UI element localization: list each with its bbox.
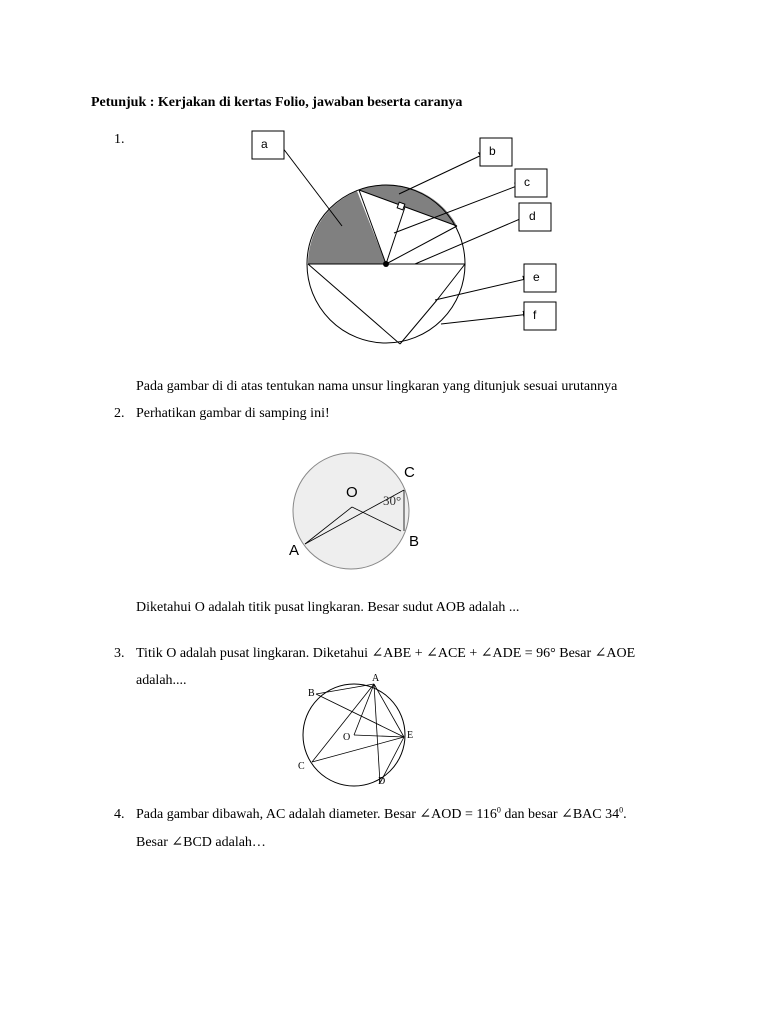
point-D-label: D [378, 776, 386, 787]
point-E-label: E [407, 730, 414, 741]
question-2-number: 2. [114, 406, 125, 421]
degree-sup-1: 0 [496, 805, 501, 815]
label-b: b [489, 144, 496, 158]
instruction-title: Petunjuk : Kerjakan di kertas Folio, jawaban beserta caranya [91, 95, 463, 110]
question-4-text-a: Pada gambar dibawah, AC adalah diameter. Besar ∠AOD = 116 [136, 807, 497, 822]
label-d: d [529, 209, 536, 223]
angle-30-label: 30° [383, 493, 402, 508]
point-B-label: B [409, 533, 420, 550]
point-A-label: A [372, 673, 380, 684]
question-3-number: 3. [114, 646, 125, 661]
question-4-text-c: . [623, 807, 627, 822]
question-3-text: Titik O adalah pusat lingkaran. Diketahui ∠ABE + ∠ACE + ∠ADE = 96° Besar ∠AOE [136, 646, 636, 661]
label-c: c [524, 175, 530, 189]
question-4-number: 4. [114, 807, 125, 822]
question-1-text: Pada gambar di di atas tentukan nama unsur lingkaran yang ditunjuk sesuai urutannya [136, 379, 618, 394]
point-B-label: B [308, 688, 315, 699]
label-e: e [533, 270, 540, 284]
point-O-label: O [346, 484, 358, 501]
question-4-text [136, 805, 627, 825]
degree-sup-2: 0 [619, 805, 624, 815]
label-f: f [533, 308, 537, 322]
point-C-label: C [404, 464, 415, 481]
question-2-text: Perhatikan gambar di samping ini! [136, 406, 330, 421]
point-A-label: A [289, 542, 300, 559]
question-4-text-b: dan besar ∠BAC 34 [500, 807, 620, 822]
question-4-text2: Besar ∠BCD adalah… [136, 835, 266, 850]
point-C-label: C [298, 761, 305, 772]
question-1-number: 1. [114, 132, 125, 147]
point-O-label: O [343, 732, 351, 743]
question-2-text2: Diketahui O adalah titik pusat lingkaran. Besar sudut AOB adalah ... [136, 600, 520, 615]
label-a: a [261, 137, 268, 151]
question-3-text2: adalah.... [136, 673, 187, 688]
